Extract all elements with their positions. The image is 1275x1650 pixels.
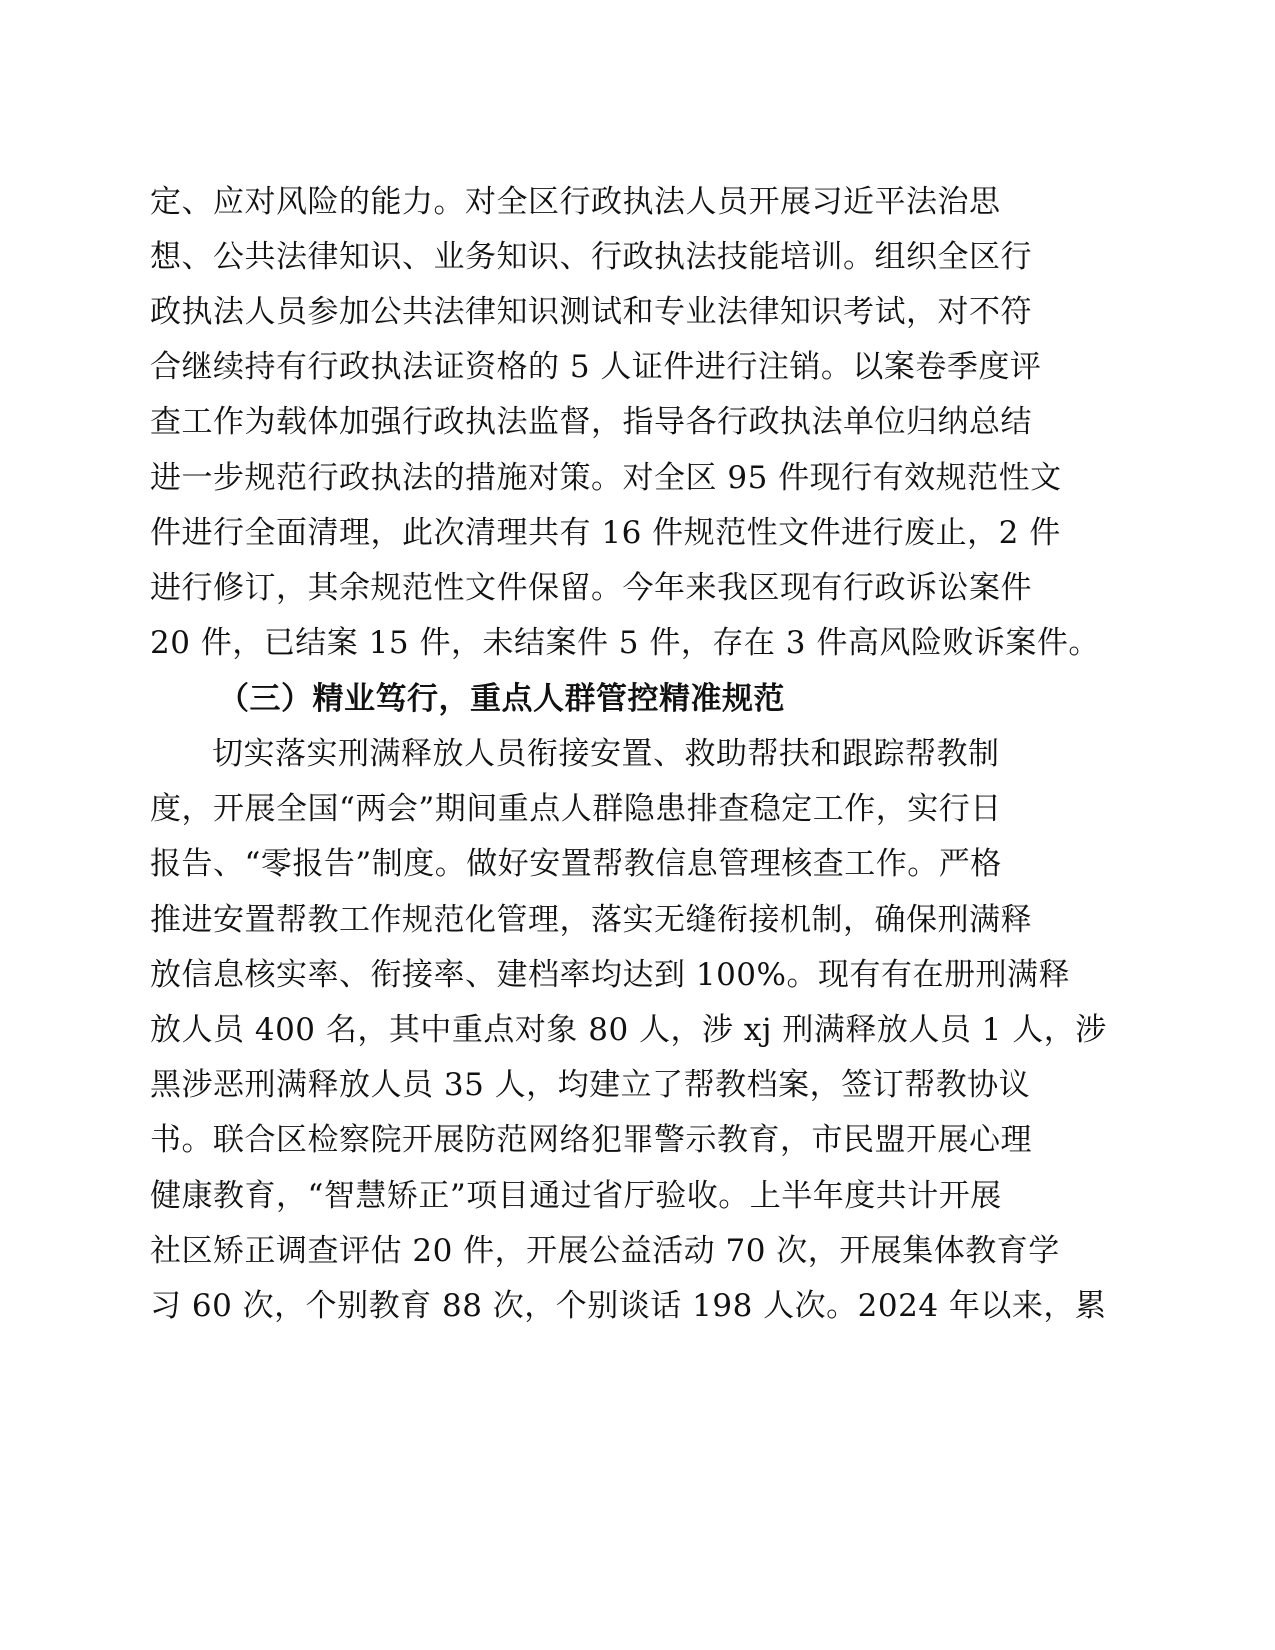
- paragraph-line: 社区矫正调查评估 20 件，开展公益活动 70 次，开展集体教育学: [150, 1233, 1060, 1269]
- paragraph-line: 习 60 次，个别教育 88 次，个别谈话 198 人次。2024 年以来，累: [150, 1288, 1107, 1324]
- paragraph-line: 放信息核实率、衔接率、建档率均达到 100%。现有有在册刑满释: [150, 957, 1070, 993]
- paragraph-line: 推进安置帮教工作规范化管理，落实无缝衔接机制，确保刑满释: [150, 902, 1032, 938]
- paragraph-line: 政执法人员参加公共法律知识测试和专业法律知识考试，对不符: [150, 294, 1032, 330]
- paragraph-line: 合继续持有行政执法证资格的 5 人证件进行注销。以案卷季度评: [150, 349, 1042, 385]
- section-heading: （三）精业笃行，重点人群管控精准规范: [218, 681, 785, 717]
- paragraph-line: 进行修订，其余规范性文件保留。今年来我区现有行政诉讼案件: [150, 570, 1032, 606]
- paragraph-line: 20 件，已结案 15 件，未结案件 5 件，存在 3 件高风险败诉案件。: [150, 625, 1100, 661]
- paragraph-line: 黑涉恶刑满释放人员 35 人，均建立了帮教档案，签订帮教协议: [150, 1067, 1031, 1103]
- paragraph-line: 度，开展全国“两会”期间重点人群隐患排查稳定工作，实行日: [150, 791, 1002, 827]
- paragraph-line: 查工作为载体加强行政执法监督，指导各行政执法单位归纳总结: [150, 404, 1032, 440]
- paragraph-line: 进一步规范行政执法的措施对策。对全区 95 件现行有效规范性文: [150, 460, 1062, 496]
- paragraph-line: 想、公共法律知识、业务知识、行政执法技能培训。组织全区行: [150, 239, 1032, 275]
- paragraph-line: 件进行全面清理，此次清理共有 16 件规范性文件进行废止，2 件: [150, 515, 1061, 551]
- paragraph-line: 书。联合区检察院开展防范网络犯罪警示教育，市民盟开展心理: [150, 1122, 1032, 1158]
- paragraph-line: 定、应对风险的能力。对全区行政执法人员开展习近平法治思: [150, 184, 1001, 220]
- paragraph-line: 报告、“零报告”制度。做好安置帮教信息管理核查工作。严格: [150, 846, 1002, 882]
- paragraph-line: 健康教育，“智慧矫正”项目通过省厅验收。上半年度共计开展: [150, 1178, 1002, 1214]
- paragraph-first-line: 切实落实刑满释放人员衔接安置、救助帮扶和跟踪帮教制: [212, 736, 1000, 772]
- paragraph-line: 放人员 400 名，其中重点对象 80 人，涉 xj 刑满释放人员 1 人，涉: [150, 1012, 1107, 1048]
